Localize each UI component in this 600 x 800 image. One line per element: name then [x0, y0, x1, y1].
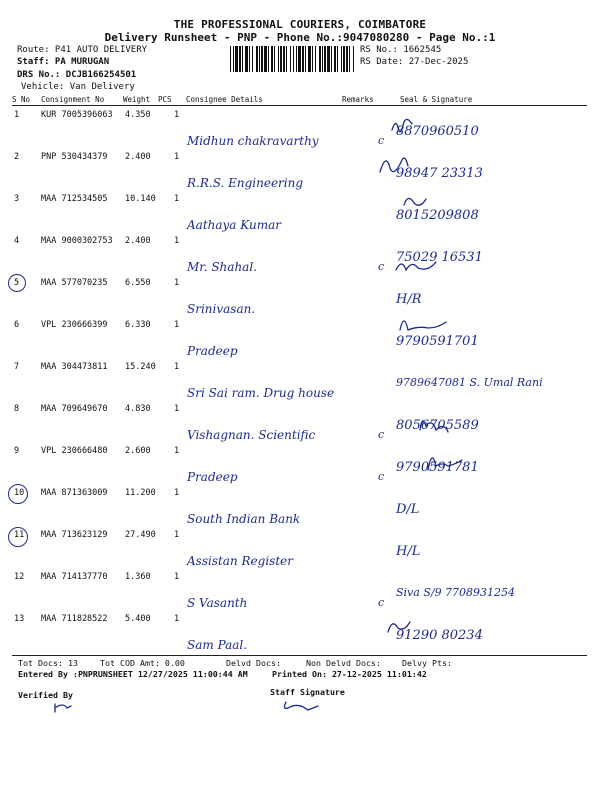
- barcode-bar: [293, 46, 294, 72]
- row-weight: 2.600: [125, 446, 151, 456]
- row-remark-mark: c: [378, 260, 385, 273]
- row-consignee-handwritten: South Indian Bank: [187, 512, 301, 526]
- barcode-bar: [322, 46, 323, 72]
- col-pcs: PCS: [158, 95, 172, 104]
- row-weight: 10.140: [125, 194, 156, 204]
- barcode-bar: [337, 46, 338, 72]
- row-weight: 11.200: [125, 488, 156, 498]
- printed-on: Printed On: 27-12-2025 11:01:42: [272, 669, 427, 679]
- barcode-bar: [343, 46, 345, 72]
- rs-number: RS No.: 1662545: [360, 45, 442, 55]
- col-consignment: Consignment No: [41, 95, 105, 104]
- row-seal-signature: H/L: [396, 544, 421, 559]
- pen-circle-row-10: [8, 484, 28, 504]
- barcode-bar: [274, 46, 275, 72]
- non-delivered-docs: Non Delvd Docs:: [306, 658, 381, 668]
- row-pcs: 1: [174, 194, 180, 204]
- row-sno: 5: [14, 278, 20, 288]
- barcode-bar: [256, 46, 258, 72]
- barcode-bar: [283, 46, 285, 72]
- entered-by: Entered By :PNPRUNSHEET 12/27/2025 11:00:44 AM: [18, 669, 248, 679]
- barcode-bar: [341, 46, 342, 72]
- row-consignee-handwritten: Srinivasan.: [187, 302, 256, 316]
- barcode: [230, 46, 354, 72]
- barcode-bar: [242, 46, 243, 72]
- row-pcs: 1: [174, 446, 180, 456]
- row-consignment-no: KUR 7005396063: [41, 110, 113, 120]
- row-sno: 2: [14, 152, 20, 162]
- row-seal-signature: Siva S/9 7708931254: [396, 586, 516, 599]
- barcode-bar: [308, 46, 311, 72]
- row-pcs: 1: [174, 614, 180, 624]
- pen-circle-row-5: [8, 274, 26, 292]
- barcode-bar: [334, 46, 336, 72]
- route-label: Route: P41 AUTO DELIVERY: [17, 45, 148, 55]
- barcode-bar: [349, 46, 350, 72]
- barcode-bar: [319, 46, 321, 72]
- barcode-bar: [312, 46, 313, 72]
- barcode-bar: [298, 46, 301, 72]
- row-consignee-handwritten: Pradeep: [187, 470, 238, 484]
- row-sno: 13: [14, 614, 25, 624]
- row-consignment-no: MAA 577070235: [41, 278, 108, 288]
- barcode-bar: [286, 46, 287, 72]
- footer-divider: [12, 655, 587, 656]
- signature-scribble-row-3: [404, 198, 426, 205]
- staff-label: Staff: PA MURUGAN: [17, 57, 110, 67]
- row-consignment-no: PNP 530434379: [41, 152, 108, 162]
- runsheet-title: THE PROFESSIONAL COURIERS, COIMBATORE: [173, 18, 427, 31]
- row-sno: 9: [14, 446, 20, 456]
- row-pcs: 1: [174, 320, 180, 330]
- row-seal-signature: 8056705589: [396, 418, 479, 433]
- row-consignee-handwritten: Sam Paal.: [187, 638, 248, 652]
- row-weight: 1.360: [125, 572, 151, 582]
- row-pcs: 1: [174, 572, 180, 582]
- barcode-bar: [245, 46, 248, 72]
- row-consignment-no: MAA 713623129: [41, 530, 108, 540]
- barcode-bar: [235, 46, 238, 72]
- row-consignee-handwritten: Pradeep: [187, 344, 238, 358]
- row-sno: 10: [14, 488, 25, 498]
- staff-signature-mark: [284, 702, 318, 710]
- total-cod-amount: Tot COD Amt: 0.00: [100, 658, 185, 668]
- row-consignee-handwritten: R.R.S. Engineering: [187, 176, 304, 190]
- col-weight: Weight: [123, 95, 151, 104]
- barcode-bar: [290, 46, 291, 72]
- barcode-bar: [278, 46, 279, 72]
- row-weight: 4.350: [125, 110, 151, 120]
- row-seal-signature: D/L: [396, 502, 420, 517]
- row-seal-signature: 9790591701: [396, 334, 479, 349]
- barcode-bar: [315, 46, 316, 72]
- row-sno: 7: [14, 362, 20, 372]
- barcode-bar: [271, 46, 273, 72]
- col-consignee: Consignee Details: [186, 95, 263, 104]
- row-consignment-no: VPL 230666480: [41, 446, 108, 456]
- row-weight: 2.400: [125, 236, 151, 246]
- row-sno: 1: [14, 110, 20, 120]
- pen-circle-row-11: [8, 527, 28, 547]
- row-remark-mark: c: [378, 470, 385, 483]
- barcode-bar: [252, 46, 253, 72]
- row-weight: 27.490: [125, 530, 156, 540]
- vehicle-label: Vehicle: Van Delivery: [21, 82, 135, 92]
- verified-by-signature: [55, 704, 71, 712]
- row-seal-signature: H/R: [396, 292, 422, 307]
- row-consignee-handwritten: Midhun chakravarthy: [187, 134, 319, 148]
- drs-label: DRS No.:: [17, 70, 61, 80]
- col-seal-signature: Seal & Signature: [400, 95, 473, 104]
- row-weight: 5.400: [125, 614, 151, 624]
- row-sno: 6: [14, 320, 20, 330]
- row-pcs: 1: [174, 362, 180, 372]
- barcode-bar: [346, 46, 348, 72]
- verified-by-label: Verified By: [18, 690, 73, 700]
- barcode-bar: [280, 46, 282, 72]
- row-seal-signature: 75029 16531: [396, 250, 483, 265]
- row-consignment-no: MAA 709649670: [41, 404, 108, 414]
- barcode-bar: [324, 46, 326, 72]
- row-pcs: 1: [174, 530, 180, 540]
- signature-scribble-row-6: [400, 321, 446, 330]
- col-sno: S No: [12, 95, 31, 104]
- row-remark-mark: c: [378, 134, 385, 147]
- row-sno: 3: [14, 194, 20, 204]
- row-sno: 4: [14, 236, 20, 246]
- row-weight: 15.240: [125, 362, 156, 372]
- barcode-bar: [305, 46, 306, 72]
- row-weight: 4.830: [125, 404, 151, 414]
- row-seal-signature: 9789647081 S. Umal Rani: [396, 376, 543, 389]
- row-sno: 12: [14, 572, 25, 582]
- rs-date: RS Date: 27-Dec-2025: [360, 57, 469, 67]
- row-consignee-handwritten: Vishagnan. Scientific: [187, 428, 316, 442]
- barcode-bar: [259, 46, 260, 72]
- row-consignment-no: MAA 711828522: [41, 614, 108, 624]
- row-consignment-no: MAA 712534505: [41, 194, 108, 204]
- runsheet-subtitle: Delivery Runsheet - PNP - Phone No.:9047080280 - Page No.:1: [104, 31, 496, 44]
- row-consignment-no: VPL 230666399: [41, 320, 108, 330]
- barcode-bar: [261, 46, 263, 72]
- header-divider: [12, 105, 587, 106]
- row-remark-mark: c: [378, 596, 385, 609]
- row-pcs: 1: [174, 404, 180, 414]
- total-docs: Tot Docs: 13: [18, 658, 78, 668]
- barcode-bar: [268, 46, 269, 72]
- row-seal-signature: 8870960510: [396, 124, 479, 139]
- barcode-bar: [264, 46, 267, 72]
- row-seal-signature: 8015209808: [396, 208, 479, 223]
- row-seal-signature: 98947 23313: [396, 166, 483, 181]
- barcode-bar: [233, 46, 234, 72]
- staff-signature-label: Staff Signature: [270, 687, 345, 697]
- row-sno: 8: [14, 404, 20, 414]
- row-consignment-no: MAA 871363009: [41, 488, 108, 498]
- row-remark-mark: c: [378, 428, 385, 441]
- row-pcs: 1: [174, 278, 180, 288]
- barcode-bar: [302, 46, 304, 72]
- row-consignee-handwritten: Sri Sai ram. Drug house: [187, 386, 335, 400]
- row-weight: 2.400: [125, 152, 151, 162]
- row-consignment-no: MAA 304473811: [41, 362, 108, 372]
- row-weight: 6.330: [125, 320, 151, 330]
- row-pcs: 1: [174, 488, 180, 498]
- row-weight: 6.550: [125, 278, 151, 288]
- drs-value: DCJB166254501: [65, 70, 137, 80]
- barcode-bar: [353, 46, 354, 72]
- row-consignee-handwritten: Assistan Register: [187, 554, 293, 568]
- barcode-bar: [239, 46, 241, 72]
- barcode-bar: [230, 46, 231, 72]
- row-consignee-handwritten: Aathaya Kumar: [187, 218, 281, 232]
- row-pcs: 1: [174, 236, 180, 246]
- row-consignment-no: MAA 9000302753: [41, 236, 113, 246]
- row-consignee-handwritten: S Vasanth: [187, 596, 248, 610]
- delivery-points: Delvy Pts:: [402, 658, 452, 668]
- row-seal-signature: 9790591781: [396, 460, 479, 475]
- drs-number: [17, 70, 136, 80]
- barcode-bar: [296, 46, 297, 72]
- row-sno: 11: [14, 530, 25, 540]
- col-remarks: Remarks: [342, 95, 374, 104]
- row-consignee-handwritten: Mr. Shahal.: [187, 260, 257, 274]
- row-consignment-no: MAA 714137770: [41, 572, 108, 582]
- delivered-docs: Delvd Docs:: [226, 658, 281, 668]
- barcode-bar: [327, 46, 330, 72]
- row-pcs: 1: [174, 152, 180, 162]
- barcode-bar: [331, 46, 332, 72]
- row-seal-signature: 91290 80234: [396, 628, 483, 643]
- row-pcs: 1: [174, 110, 180, 120]
- barcode-bar: [249, 46, 250, 72]
